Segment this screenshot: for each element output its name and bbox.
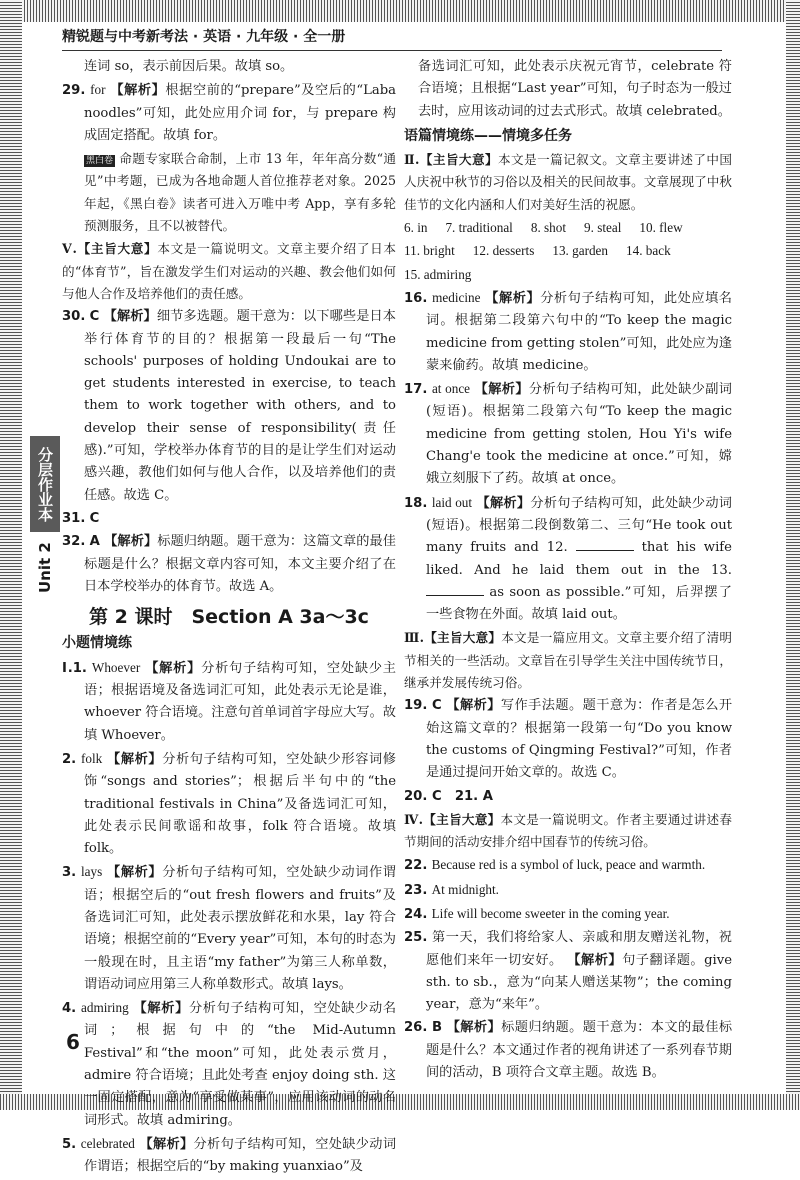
item-number: 5. [62,1136,77,1152]
summary-label: Ⅴ.【主旨大意】 [62,241,158,257]
item-answer: Life will become sweeter in the coming year. [431,905,670,921]
analysis-tag: 【解析】 [104,534,158,550]
section-title: 语篇情境练——情境多任务 [404,127,572,144]
item-number: 4. [62,1001,77,1017]
answer-13: 13. garden [552,243,609,259]
answers-6-10 [404,217,732,239]
item-answer: admiring [81,1000,129,1016]
analysis-tag: 【解析】 [110,83,166,99]
right-column [404,56,732,1085]
item-number: 30. [62,309,86,325]
summary-text: 本文是一篇说明文。作者主要通过讲述春节期间的活动安排介绍中国春节的传统习俗。 [404,811,732,850]
item-number: 2. [62,751,77,767]
item-explanation-c: as soon as possible.”可知，后羿摆了一些食物在外面。故填 laid out。 [426,584,732,623]
advert-note [62,148,396,237]
answer-10: 10. flew [639,220,683,236]
page-edge-left [0,0,22,1110]
item-explanation: 写作手法题。题干意为：作者是怎么开始这篇文章的？根据第一段第一句“Do you know the customs of Qingming Festival?”可知，作者是通过提问开始文章的。故选 C。 [426,698,733,781]
blank-line [576,538,634,551]
item-number: 16. [404,290,428,306]
item-explanation: 分析句子结构可知，空处缺少动词作谓语；根据空后的“by making yuanxiao”及 [84,1136,397,1175]
side-tab-layered-homework: 分层作业本 [30,436,60,532]
answer-18 [404,492,732,627]
item-explanation: 分析句子结构可知，空处缺少动词作谓语；根据空后的“out fresh flowers and fruits”及备选词汇可知，此处表示摆放鲜花和水果，lay 符合语境；根据空前的“Every year”可知，本句的时态为一般现在时，且主语“my father”为第三人称单数，谓语动词应用第三人称单数形式。故填 lays。 [84,865,396,992]
answer-30 [62,306,396,507]
page-header [62,24,722,51]
header-title: 精锐题与中考新考法 · 英语 · 九年级 · 全一册 [62,29,346,45]
answer-25 [404,927,732,1016]
item-explanation: 细节多选题。题干意为：以下哪些是日本举行体育节的目的？根据第一段最后一句“The schools' purposes of holding Undoukai are to get students interested in exercise, to teach them to work together with others, and to develop their sense of responsibility(责任感).”可知，学校举办体育节的目的是让学生们对运动感兴趣，教他们如何与他人合作，以及培养他们的责任感。故选 C。 [84,309,396,503]
item-answer: lays [80,864,103,880]
analysis-tag: 【解析】 [107,751,163,767]
analysis-tag: 【解析】 [474,382,529,398]
answers-11-14 [404,240,732,262]
right-continued-text: 备选词汇可知，此处表示庆祝元宵节，celebrate 符合语境；且根据“Last year”可知，句子时态为一般过去时，应用该动词的过去式形式。故填 celebrated。 [418,59,732,119]
analysis-tag: 【解析】 [476,495,531,511]
item-number: 3. [62,865,77,881]
answer-23 [404,879,732,902]
answer-29 [62,79,396,147]
left-column [62,56,396,1180]
answer-i-3 [62,861,396,996]
item-number: 17. [404,382,428,398]
answer-i-4 [62,997,396,1132]
item-explanation: 分析句子结构可知，空处缺少形容词修饰“songs and stories”；根据后半句中的“the traditional festivals in China”及备选词汇可知，此处表示民间歌谣和故事，folk 符合语境。故填 folk。 [84,751,396,857]
left-continued-text: 连词 so，表示前因后果。故填 so。 [84,59,294,74]
section-title: 小题情境练 [62,635,132,652]
item-answer: Whoever [91,659,141,675]
item-answer: At midnight. [431,881,499,897]
item-number: 22. [404,858,428,874]
item-number: 26. [404,1020,428,1036]
passage-v-summary [62,238,396,305]
answer-6: 6. in [404,220,428,236]
brand-badge: 黑白卷 [86,156,114,167]
item-number: 31. [62,510,86,526]
answer-9: 9. steal [584,220,622,236]
analysis-tag: 【解析】 [133,1001,189,1017]
blank-line [426,583,484,596]
item-number: Ⅰ.1. [62,660,87,676]
page-edge-right [786,0,800,1110]
item-answer: B [432,1020,443,1036]
item-answer: C [432,698,442,714]
item-explanation: 句子翻译题。give sth. to sb.，意为“向某人赠送某物”；the coming year，意为“来年”。 [426,952,733,1013]
summary-label: Ⅳ.【主旨大意】 [404,811,501,827]
analysis-tag: 【解析】 [139,1136,194,1152]
item-number: 18. [404,495,428,511]
summary-label: Ⅲ.【主旨大意】 [404,630,502,646]
answer-8: 8. shot [530,220,567,236]
analysis-tag: 【解析】 [103,309,157,325]
lesson-title: 第 2 课时 Section A 3a～3c [89,606,369,629]
analysis-tag: 【解析】 [145,660,202,676]
passage-iv-summary [404,809,732,854]
answer-26 [404,1017,732,1084]
item-explanation: 标题归纳题。题干意为：这篇文章的最佳标题是什么？根据文章内容可知，本文主要介绍了在日本学校举办的体育节。故选 A。 [84,534,396,594]
summary-text: 本文是一篇应用文。文章主要介绍了清明节相关的一些活动。文章旨在引导学生关注中国传统节日，继承并发展传统习俗。 [404,630,732,691]
item-answer: folk [80,750,103,766]
analysis-tag: 【解析】 [485,290,541,306]
page-number: 6 [66,1030,80,1054]
answer-14: 14. back [626,243,671,259]
advert-text: 命题专家联合命制，上市 13 年，年年高分数“通见”中考题，已成为各地命题人首位推荐老对象。2025 年起，《黑白卷》读者可进入万唯中考 App，享有多轮预测服务，且不以被替代。 [84,151,396,234]
item-explanation: 分析句子结构可知，此处应填名词。根据第二段第六句中的“To keep the magic medicine from getting stolen”可知，此处应为逢蒙来偷药。故填 medicine。 [426,290,732,373]
answer-32 [62,531,396,598]
answer-15: 15. admiring [404,266,472,282]
item-explanation: 分析句子结构可知，空处缺少主语；根据语境及备选词汇可知，此处表示无论是谁，whoever 符合语境。注意句首单词首字母应大写。故填 Whoever。 [84,660,396,743]
item-answer: Because red is a symbol of luck, peace and warmth. [431,857,706,873]
item-explanation-b: that his wife liked. And he laid them out in the 13. [426,540,732,578]
item-answer: C [89,510,100,526]
item-explanation-a: 分析句子结构可知，此处缺少动词(短语)。根据第二段倒数第二、三句“He took out many fruits and 12. [426,495,732,556]
answer-16 [404,287,732,377]
summary-text: 本文是一篇记叙文。文章主要讲述了中国人庆祝中秋节的习俗以及相关的民间故事。文章展现了中秋佳节的文化内涵和人们对美好生活的祝愿。 [404,152,733,212]
item-number: 19. [404,698,428,714]
answer-i-5 [62,1133,396,1179]
item-answer: for [90,82,106,98]
item-number: 24. [404,906,428,922]
item-number: 29. [62,83,86,99]
answer-11: 11. bright [404,243,455,259]
item-answer: medicine [432,289,481,305]
item-answer: 第一天，我们将给家人、亲戚和朋友赠送礼物，祝愿他们来年一切安好。 [426,930,732,968]
answer-22 [404,854,732,877]
item-answer: celebrated [80,1135,135,1151]
item-number: 25. [404,930,428,946]
page-edge-top [0,0,800,22]
answer-7: 7. traditional [445,220,513,236]
answer-24 [404,903,732,926]
item-explanation: 分析句子结构可知，空处缺少动名词；根据句中的“the Mid-Autumn Festival”和“the moon”可知，此处表示赏月，admire 符合语境；且此处考查 enjoy doing sth. 这一固定搭配，意为“享受做某事”，应用该动词的动名词形式。故填 admiring。 [84,1001,397,1128]
answer-17 [404,378,732,490]
summary-text: 本文是一篇说明文。文章主要介绍了日本的“体育节”，旨在激发学生们对运动的兴趣、教会他们如何与他人合作及培养他们的责任感。 [62,241,397,301]
item-explanation: 根据空前的“prepare”及空后的“Laba noodles”可知，此处应用介词 for，与 prepare 构成固定搭配。故填 for。 [84,83,396,143]
item-number: 23. [404,882,428,898]
passage-ii-summary [404,149,732,216]
item-number: 32. [62,534,86,550]
side-tab-unit: Unit 2 [36,542,54,594]
answer-i-2 [62,748,396,860]
analysis-tag: 【解析】 [446,698,501,714]
item-answer: A [89,534,100,550]
answer-19 [404,695,732,784]
item-explanation: 分析句子结构可知，此处缺少副词(短语)。根据第二段第六句“To keep the magic medicine from getting stolen, Hou Yi's wife Chang'e took the medicine at once.”可知，嫦娥立刻服下了药。故填 at once。 [426,382,732,487]
item-explanation: 标题归纳题。题干意为：本文的最佳标题是什么？本文通过作者的视角讲述了一系列春节期间的活动，B 项符合文章主题。故选 B。 [426,1020,733,1081]
item-answer: at once [431,381,471,397]
analysis-tag: 【解析】 [446,1020,502,1036]
answer-i-1 [62,657,396,747]
analysis-tag: 【解析】 [107,865,163,881]
passage-iii-summary [404,627,732,694]
answers-20-21: 20. C 21. A [404,788,493,804]
analysis-tag: 【解析】 [567,952,623,968]
answer-12: 12. desserts [472,243,535,259]
item-answer: C [89,309,100,325]
item-answer: laid out [431,494,473,510]
answer-31 [62,508,396,530]
summary-label: Ⅱ.【主旨大意】 [404,152,499,168]
